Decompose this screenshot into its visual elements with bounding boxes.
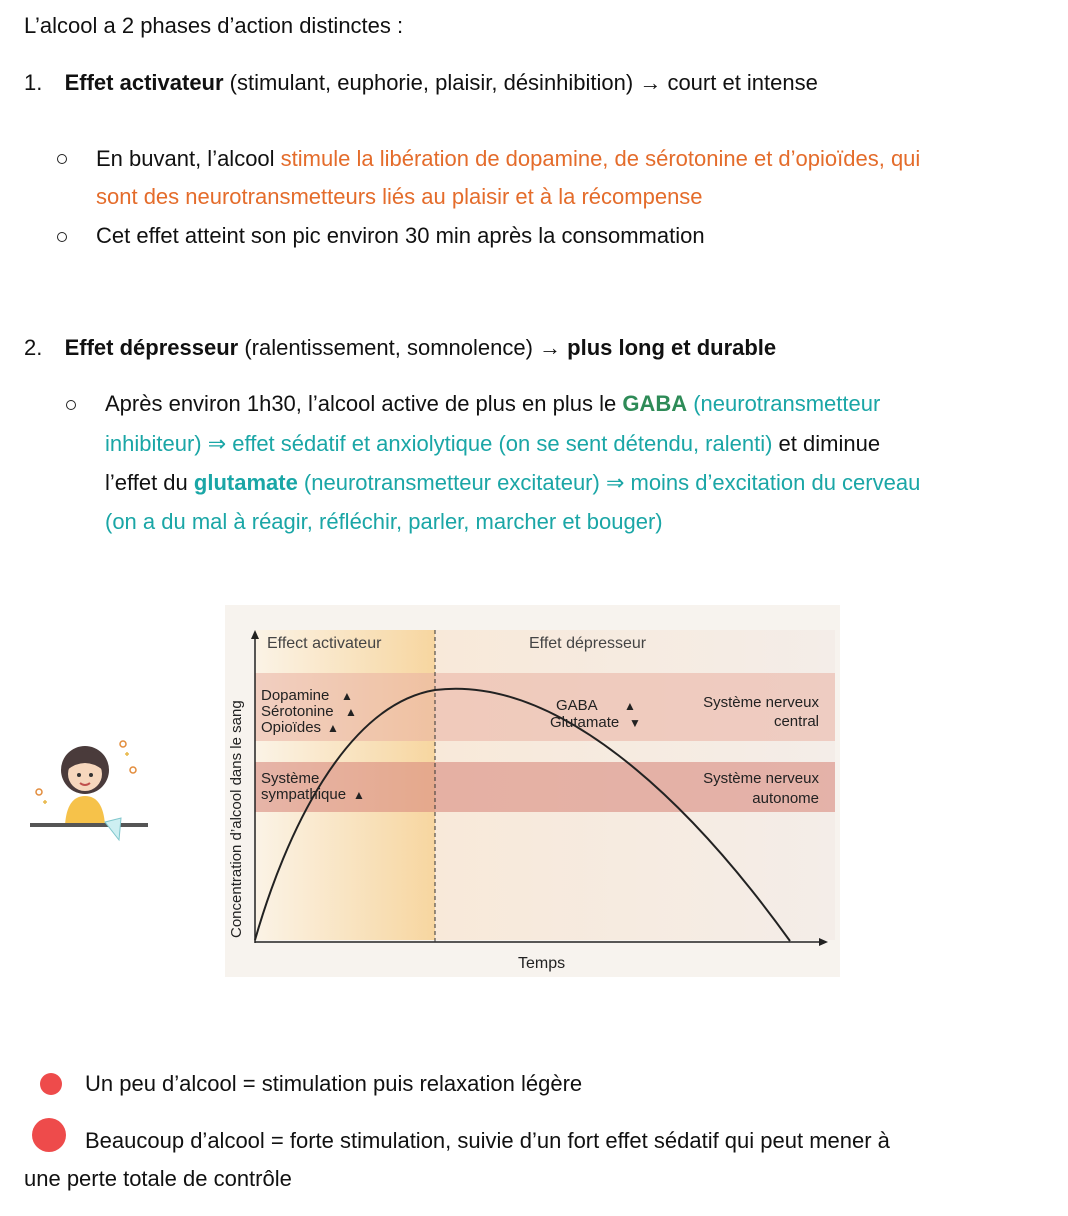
- section2-rest: (ralentissement, somnolence): [238, 335, 540, 360]
- section2-line4: (on a du mal à réagir, réfléchir, parler, marcher et bouger): [105, 509, 663, 534]
- dress-shape: [65, 796, 105, 825]
- conclusion-line2: Beaucoup d’alcool = forte stimulation, suivie d’un fort effet sédatif qui peut mener à: [85, 1128, 890, 1153]
- section2-heading: [24, 333, 776, 363]
- s2-l2-teal: inhibiteur) ⇒ effet sédatif et anxiolytique (on se sent détendu, ralenti): [105, 431, 773, 456]
- section2-arrow-bold: → plus long et durable: [539, 335, 777, 360]
- bullet-circle-icon: [57, 232, 67, 242]
- table-edge: [30, 823, 148, 827]
- label-dopamine: Dopamine: [261, 687, 330, 704]
- label-gaba: GABA: [556, 697, 598, 714]
- section1-heading: [24, 68, 818, 98]
- up-arrow-icon: ▲: [353, 788, 365, 802]
- large-red-dot-icon: [32, 1118, 66, 1152]
- section2-number: 2.: [24, 335, 43, 360]
- section2-line3: [105, 468, 920, 498]
- up-arrow-icon: ▲: [624, 699, 636, 713]
- s2-l3-plain: l’effet du: [105, 470, 194, 495]
- woman-drinking-illustration: [25, 730, 155, 850]
- conclusion-line1: Un peu d’alcool = stimulation puis relaxation légère: [85, 1071, 583, 1096]
- label-glutamate: Glutamate: [550, 714, 620, 731]
- section1-bullet1-line1: [96, 144, 920, 174]
- s2-glutamate: glutamate: [193, 470, 298, 495]
- x-axis-label: Temps: [518, 955, 566, 972]
- up-arrow-icon: ▲: [345, 705, 357, 719]
- bullet1-orange: stimule la libération de dopamine, de sérotonine et d’opioïdes, qui: [280, 146, 921, 171]
- section1-number: 1.: [24, 70, 43, 95]
- section2-line2: [105, 429, 880, 459]
- conclusion-line3: une perte totale de contrôle: [24, 1166, 292, 1191]
- label-sna-line2: autonome: [752, 790, 819, 807]
- label-sympa-line2: sympathique: [261, 786, 347, 803]
- section1-bullet1-line2: sont des neurotransmetteurs liés au plaisir et à la récompense: [96, 184, 703, 209]
- intro-text: L’alcool a 2 phases d’action distinctes :: [24, 13, 404, 38]
- s2-gaba: GABA: [622, 391, 688, 416]
- bullet-circle-icon: [57, 154, 67, 164]
- section2-title: Effet dépresseur: [64, 335, 239, 360]
- bullet1-plain: En buvant, l’alcool: [96, 146, 281, 171]
- label-effet-depresseur: Effet dépresseur: [529, 635, 647, 652]
- section1-bullet2: Cet effet atteint son pic environ 30 min après la consommation: [96, 223, 705, 248]
- s2-l3-teal: (neurotransmetteur excitateur) ⇒ moins d’excitation du cerveau: [297, 470, 921, 495]
- up-arrow-icon: ▲: [341, 689, 353, 703]
- down-arrow-icon: ▼: [629, 716, 641, 730]
- bullet-circle-icon: [66, 400, 76, 410]
- section2-line1: [105, 389, 880, 419]
- label-snc-line1: Système nerveux: [703, 694, 819, 711]
- label-serotonine: Sérotonine: [261, 703, 334, 720]
- section1-title: Effet activateur: [64, 70, 224, 95]
- label-effet-activateur: Effect activateur: [267, 635, 382, 652]
- s2-l1-teal: (neurotransmetteur: [687, 391, 881, 416]
- section1-rest: (stimulant, euphorie, plaisir, désinhibition) → court et intense: [223, 70, 818, 95]
- y-axis-label: Concentration d’alcool dans le sang: [228, 700, 245, 938]
- label-sympa-line1: Système: [261, 770, 320, 787]
- label-snc-line2: central: [773, 713, 819, 730]
- s2-l1-plain: Après environ 1h30, l’alcool active de plus en plus le: [105, 391, 623, 416]
- label-sna-line1: Système nerveux: [703, 770, 819, 787]
- s2-l2-plain: et diminue: [772, 431, 881, 456]
- alcohol-effect-figure: [225, 605, 840, 977]
- label-opioides: Opioïdes: [261, 719, 322, 736]
- small-red-dot-icon: [40, 1073, 62, 1095]
- up-arrow-icon: ▲: [327, 721, 339, 735]
